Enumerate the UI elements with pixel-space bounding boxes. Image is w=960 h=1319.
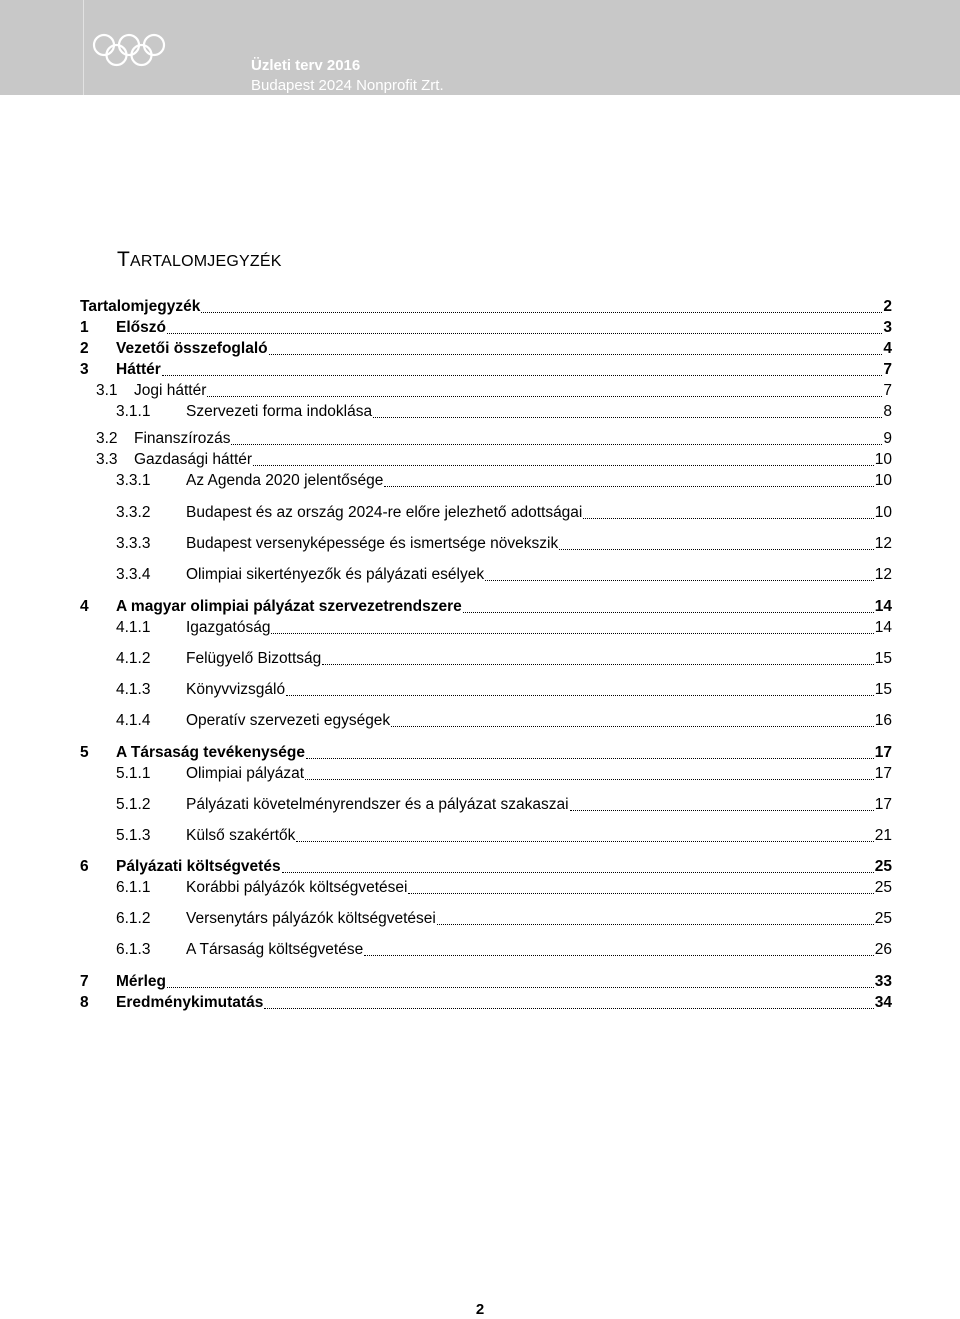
toc-entry-number: 6.1.1 — [116, 879, 151, 896]
toc-entry-number: 1 — [80, 319, 89, 336]
toc-dot-leader — [264, 1007, 873, 1009]
toc-entry-number: 2 — [80, 340, 89, 357]
toc-entry-title: Finanszírozás — [134, 430, 231, 447]
page-number: 2 — [475, 1301, 485, 1318]
toc-entry-title: Pályázati követelményrendszer és a pályázat szakaszai — [186, 796, 569, 813]
toc-entry-page: 7 — [883, 361, 892, 378]
toc-entry-number: 3.3.1 — [116, 472, 151, 489]
toc-dot-leader — [296, 840, 873, 842]
toc-entry-title: Eredménykimutatás — [116, 994, 264, 1011]
toc-entry-page: 16 — [874, 712, 892, 729]
toc-entry-page: 17 — [874, 744, 892, 761]
toc-entry-title: Vezetői összefoglaló — [116, 340, 268, 357]
toc-entry-page: 17 — [874, 796, 892, 813]
toc-heading-rest: ARTALOMJEGYZÉK — [130, 253, 282, 270]
toc-entry[interactable] — [0, 450, 960, 472]
toc-entry-number: 6 — [80, 858, 89, 875]
toc-entry-title: Gazdasági háttér — [134, 451, 253, 468]
toc-dot-leader — [286, 694, 874, 696]
toc-entry-title: Szervezeti forma indoklása — [186, 403, 373, 420]
toc-entry-title: Mérleg — [116, 973, 166, 990]
toc-entry[interactable] — [0, 402, 960, 424]
toc-entry-number: 3 — [80, 361, 89, 378]
toc-entry-page: 12 — [874, 535, 892, 552]
toc-heading — [117, 248, 282, 272]
toc-entry-page: 12 — [874, 566, 892, 583]
toc-entry-title: Budapest versenyképessége és ismertsége növekszik — [186, 535, 559, 552]
toc-entry-title: Jogi háttér — [134, 382, 207, 399]
toc-entry-title: Felügyelő Bizottság — [186, 650, 322, 667]
toc-dot-leader — [559, 548, 874, 550]
toc-entry-page: 25 — [874, 858, 892, 875]
toc-entry-title: Operatív szervezeti egységek — [186, 712, 391, 729]
toc-dot-leader — [373, 416, 882, 418]
toc-entry-page: 10 — [874, 451, 892, 468]
toc-entry-number: 8 — [80, 994, 89, 1011]
toc-entry[interactable] — [0, 993, 960, 1015]
toc-dot-leader — [167, 986, 874, 988]
toc-entry-number: 6.1.2 — [116, 910, 151, 927]
toc-entry[interactable] — [0, 471, 960, 493]
toc-entry[interactable] — [0, 297, 960, 319]
toc-entry-number: 3.2 — [96, 430, 118, 447]
toc-dot-leader — [408, 892, 873, 894]
toc-entry-number: 3.1.1 — [116, 403, 151, 420]
toc-entry-number: 5 — [80, 744, 89, 761]
toc-dot-leader — [583, 517, 873, 519]
toc-entry[interactable] — [0, 381, 960, 403]
toc-dot-leader — [271, 632, 873, 634]
toc-entry[interactable] — [0, 318, 960, 340]
toc-entry-title: A Társaság tevékenysége — [116, 744, 305, 761]
toc-entry-title: Könyvvizsgáló — [186, 681, 286, 698]
toc-entry-page: 7 — [883, 382, 892, 399]
toc-dot-leader — [391, 725, 874, 727]
toc-entry[interactable] — [0, 743, 960, 765]
toc-entry-title: Versenytárs pályázók költségvetései — [186, 910, 436, 927]
toc-dot-leader — [269, 353, 883, 355]
toc-entry-page: 34 — [874, 994, 892, 1011]
toc-dot-leader — [437, 923, 874, 925]
toc-entry[interactable] — [0, 680, 960, 702]
toc-entry-page: 9 — [883, 430, 892, 447]
toc-entry[interactable] — [0, 503, 960, 525]
toc-entry-number: 4.1.3 — [116, 681, 151, 698]
toc-entry-title: Pályázati költségvetés — [116, 858, 281, 875]
toc-entry[interactable] — [0, 711, 960, 733]
toc-entry[interactable] — [0, 795, 960, 817]
toc-entry-page: 21 — [874, 827, 892, 844]
toc-entry[interactable] — [0, 339, 960, 361]
toc-entry-title: A magyar olimpiai pályázat szervezetrendszere — [116, 598, 462, 615]
toc-entry[interactable] — [0, 534, 960, 556]
toc-dot-leader — [322, 663, 873, 665]
page-header — [0, 0, 960, 95]
toc-dot-leader — [384, 485, 873, 487]
header-divider — [83, 0, 84, 95]
toc-entry[interactable] — [0, 649, 960, 671]
toc-dot-leader — [167, 332, 882, 334]
toc-entry[interactable] — [0, 764, 960, 786]
toc-entry-page: 17 — [874, 765, 892, 782]
toc-entry-number: 4.1.1 — [116, 619, 151, 636]
toc-entry-page: 2 — [883, 298, 892, 315]
toc-entry[interactable] — [0, 972, 960, 994]
toc-entry-title: Korábbi pályázók költségvetései — [186, 879, 408, 896]
toc-entry-title: Olimpiai sikertényezők és pályázati esélyek — [186, 566, 485, 583]
toc-entry-page: 25 — [874, 910, 892, 927]
toc-dot-leader — [162, 374, 883, 376]
toc-entry-title: Tartalomjegyzék — [80, 298, 201, 315]
toc-entry-number: 7 — [80, 973, 89, 990]
toc-entry-number: 6.1.3 — [116, 941, 151, 958]
toc-entry-page: 15 — [874, 681, 892, 698]
toc-entry-page: 25 — [874, 879, 892, 896]
toc-dot-leader — [231, 443, 882, 445]
toc-entry-title: A Társaság költségvetése — [186, 941, 364, 958]
organization-name: Budapest 2024 Nonprofit Zrt. — [251, 77, 444, 94]
toc-entry-number: 4.1.4 — [116, 712, 151, 729]
toc-entry-page: 3 — [883, 319, 892, 336]
toc-entry-page: 26 — [874, 941, 892, 958]
olympic-rings-icon — [92, 33, 166, 67]
toc-heading-initial: T — [117, 248, 131, 271]
toc-entry[interactable] — [0, 857, 960, 879]
toc-entry-title: Előszó — [116, 319, 166, 336]
toc-entry-page: 10 — [874, 472, 892, 489]
toc-dot-leader — [207, 395, 882, 397]
toc-dot-leader — [201, 311, 882, 313]
toc-dot-leader — [305, 778, 874, 780]
toc-entry-number: 5.1.1 — [116, 765, 151, 782]
toc-entry-number: 3.3.3 — [116, 535, 151, 552]
toc-entry-number: 5.1.3 — [116, 827, 151, 844]
toc-dot-leader — [306, 757, 874, 759]
toc-entry-title: Az Agenda 2020 jelentősége — [186, 472, 384, 489]
toc-entry-title: Budapest és az ország 2024-re előre jelezhető adottságai — [186, 504, 583, 521]
toc-entry-number: 3.3 — [96, 451, 118, 468]
toc-dot-leader — [485, 579, 874, 581]
toc-entry[interactable] — [0, 565, 960, 587]
toc-dot-leader — [463, 611, 874, 613]
document-title: Üzleti terv 2016 — [251, 57, 361, 74]
toc-entry-number: 3.3.4 — [116, 566, 151, 583]
toc-entry[interactable] — [0, 909, 960, 931]
toc-entry-title: Olimpiai pályázat — [186, 765, 305, 782]
toc-entry-page: 4 — [883, 340, 892, 357]
toc-entry-page: 8 — [883, 403, 892, 420]
toc-entry-page: 15 — [874, 650, 892, 667]
toc-entry-title: Külső szakértők — [186, 827, 296, 844]
toc-entry[interactable] — [0, 360, 960, 382]
toc-entry-title: Igazgatóság — [186, 619, 271, 636]
toc-entry[interactable] — [0, 597, 960, 619]
toc-entry[interactable] — [0, 878, 960, 900]
toc-dot-leader — [253, 464, 874, 466]
toc-entry[interactable] — [0, 429, 960, 451]
toc-dot-leader — [364, 954, 874, 956]
toc-entry-page: 33 — [874, 973, 892, 990]
toc-entry-number: 4 — [80, 598, 89, 615]
toc-dot-leader — [570, 809, 874, 811]
toc-entry[interactable] — [0, 618, 960, 640]
toc-entry-page: 10 — [874, 504, 892, 521]
toc-entry-title: Háttér — [116, 361, 161, 378]
toc-entry-number: 4.1.2 — [116, 650, 151, 667]
toc-entry-number: 3.1 — [96, 382, 118, 399]
toc-entry-page: 14 — [874, 598, 892, 615]
toc-entry-number: 5.1.2 — [116, 796, 151, 813]
toc-entry[interactable] — [0, 940, 960, 962]
toc-dot-leader — [282, 871, 874, 873]
toc-entry[interactable] — [0, 826, 960, 848]
toc-entry-number: 3.3.2 — [116, 504, 151, 521]
toc-entry-page: 14 — [874, 619, 892, 636]
